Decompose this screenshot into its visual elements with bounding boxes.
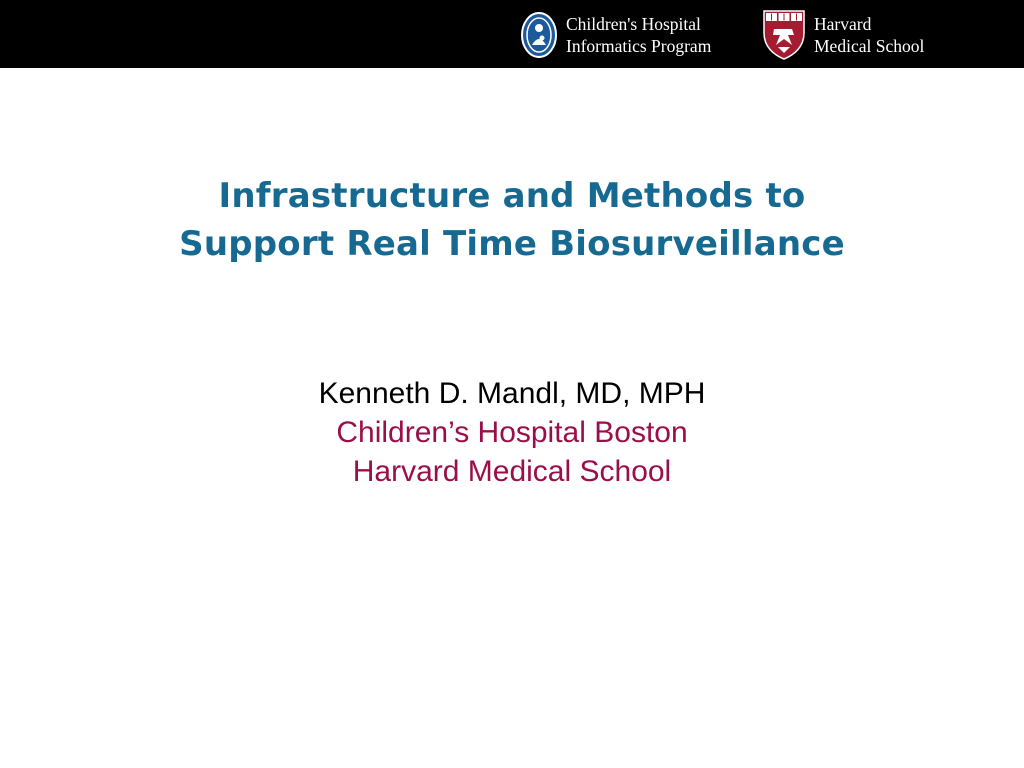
- harvard-shield-icon: [762, 9, 806, 61]
- slide-title: [0, 172, 1024, 268]
- affiliation-childrens-hospital: Children’s Hospital Boston: [336, 416, 688, 449]
- hms-logo-line1: Harvard: [814, 14, 872, 34]
- hms-logo-text: [814, 13, 924, 57]
- chip-logo-line2: Informatics Program: [566, 36, 712, 56]
- header-bar: [0, 0, 1024, 68]
- title-line-1: Infrastructure and Methods to: [218, 176, 806, 216]
- chip-logo-line1: Children's Hospital: [566, 14, 701, 34]
- hms-logo-line2: Medical School: [814, 36, 925, 56]
- harvard-medical-school-logo: [762, 8, 924, 62]
- author-block: [0, 374, 1024, 491]
- title-line-2: Support Real Time Biosurveillance: [179, 224, 845, 264]
- chip-emblem-icon: [520, 11, 558, 59]
- affiliation-harvard-medical-school: Harvard Medical School: [352, 455, 672, 488]
- author-name: Kenneth D. Mandl, MD, MPH: [318, 377, 706, 410]
- childrens-hospital-informatics-logo: [520, 8, 711, 62]
- chip-logo-text: [566, 13, 711, 57]
